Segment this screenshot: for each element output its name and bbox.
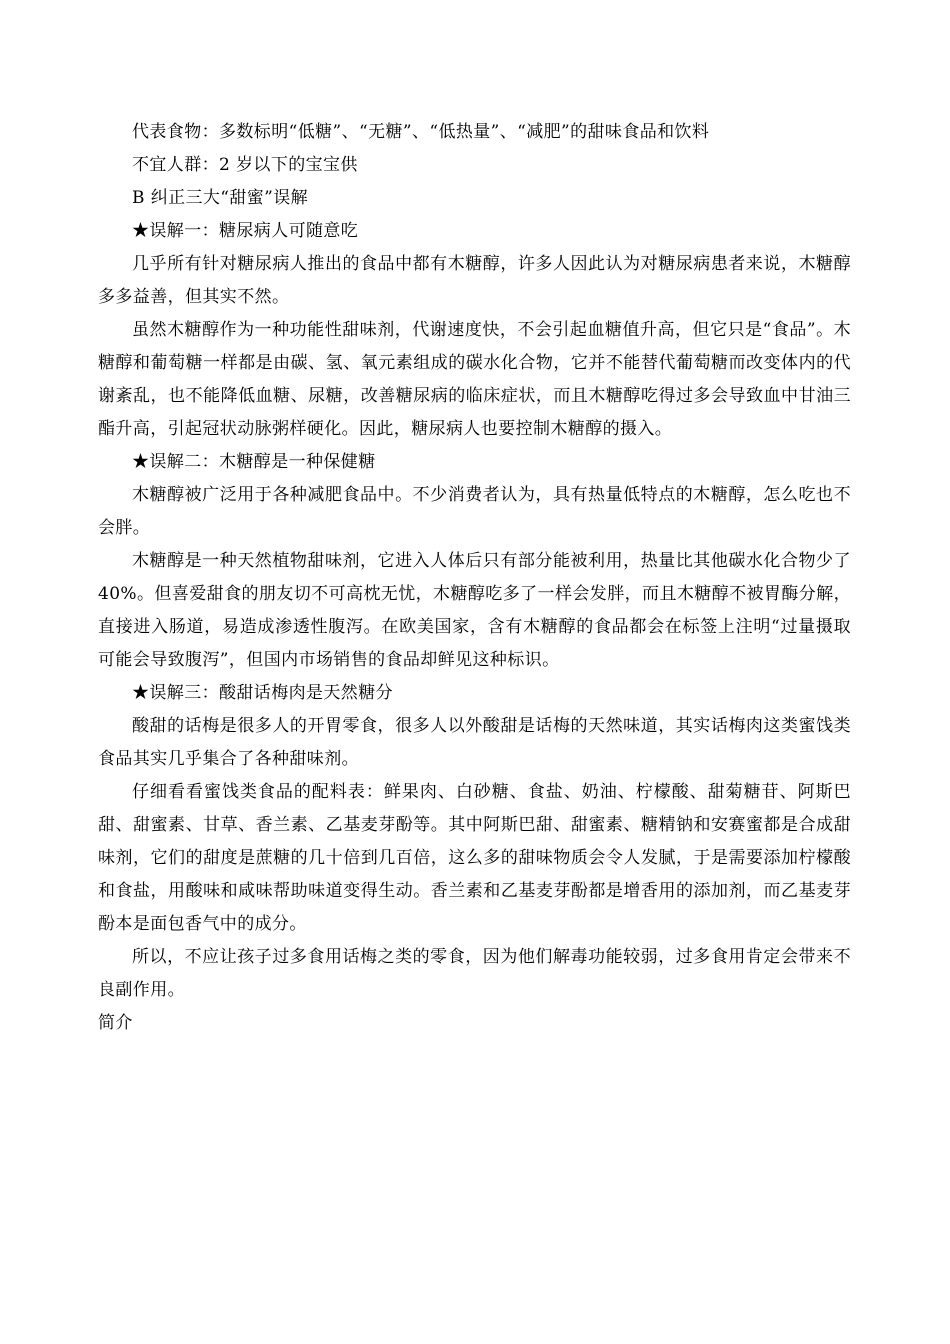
- conclusion-paragraph: 所以，不应让孩子过多食用话梅之类的零食，因为他们解毒功能较弱，过多食用肯定会带来不良副作用。: [98, 947, 851, 1000]
- representative-foods-line: 代表食物：多数标明“低糖”、“无糖”、“低热量”、“减肥”的甜味食品和饮料: [132, 122, 710, 142]
- misconception-3-heading: ★误解三：酸甜话梅肉是天然糖分: [132, 683, 393, 703]
- misconception-2-intro: 木糖醇被广泛用于各种减肥食品中。不少消费者认为，具有热量低特点的木糖醇，怎么吃也不会胖。: [98, 485, 851, 538]
- misconception-1-heading: ★误解一：糖尿病人可随意吃: [132, 221, 359, 241]
- introduction-heading: 简介: [98, 1013, 133, 1033]
- misconception-1-body: 虽然木糖醇作为一种功能性甜味剂，代谢速度快，不会引起血糖值升高，但它只是“食品”。木糖醇和葡萄糖一样都是由碳、氢、氧元素组成的碳水化合物，它并不能替代葡萄糖而改变体内的代谢紊乱，也不能降低血糖、尿糖，改善糖尿病的临床症状，而且木糖醇吃得过多会导致血中甘油三酯升高，引起冠状动脉粥样硬化。因此，糖尿病人也要控制木糖醇的摄入。: [98, 320, 851, 439]
- misconception-3-body: 仔细看看蜜饯类食品的配料表：鲜果肉、白砂糖、食盐、奶油、柠檬酸、甜菊糖苷、阿斯巴甜、甜蜜素、甘草、香兰素、乙基麦芽酚等。其中阿斯巴甜、甜蜜素、糖精钠和安赛蜜都是合成甜味剂，它们的甜度是蔗糖的几十倍到几百倍，这么多的甜味物质会令人发腻，于是需要添加柠檬酸和食盐，用酸味和咸味帮助味道变得生动。香兰素和乙基麦芽酚都是增香用的添加剂，而乙基麦芽酚本是面包香气中的成分。: [98, 782, 851, 934]
- misconception-1-intro: 几乎所有针对糖尿病人推出的食品中都有木糖醇，许多人因此认为对糖尿病患者来说，木糖醇多多益善，但其实不然。: [98, 254, 851, 307]
- section-heading-b: B 纠正三大“甜蜜”误解: [132, 188, 309, 208]
- misconception-3-intro: 酸甜的话梅是很多人的开胃零食，很多人以外酸甜是话梅的天然味道，其实话梅肉这类蜜饯类食品其实几乎集合了各种甜味剂。: [98, 716, 851, 769]
- unsuitable-group-line: 不宜人群：2 岁以下的宝宝供: [132, 155, 358, 175]
- misconception-2-body: 木糖醇是一种天然植物甜味剂，它进入人体后只有部分能被利用，热量比其他碳水化合物少了 40%。但喜爱甜食的朋友切不可高枕无忧，木糖醇吃多了一样会发胖，而且木糖醇不被胃酶分解，直接进入肠道，易造成渗透性腹泻。在欧美国家，含有木糖醇的食品都会在标签上注明“过量摄取可能会导致腹泻”，但国内市场销售的食品却鲜见这种标识。: [98, 551, 851, 670]
- document-page: [98, 116, 851, 1040]
- misconception-2-heading: ★误解二：木糖醇是一种保健糖: [132, 452, 376, 472]
